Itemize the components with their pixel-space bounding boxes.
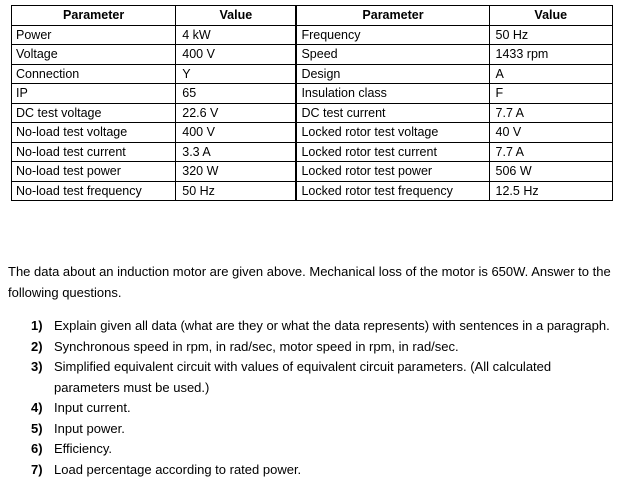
value-cell: 320 W	[176, 162, 297, 182]
header-parameter-2: Parameter	[296, 6, 489, 26]
table-header-row	[12, 6, 613, 26]
question-list	[31, 316, 616, 480]
value-cell: 65	[176, 84, 297, 104]
table-row	[12, 103, 613, 123]
value-cell: 506 W	[489, 162, 612, 182]
question-number: 7)	[31, 461, 43, 477]
value-cell: 400 V	[176, 123, 297, 143]
table-row	[12, 142, 613, 162]
question-text: Synchronous speed in rpm, in rad/sec, motor speed in rpm, in rad/sec.	[54, 338, 459, 354]
question-number: 4)	[31, 400, 43, 415]
value-cell: F	[489, 84, 612, 104]
problem-description: The data about an induction motor are given above. Mechanical loss of the motor is 650W. Answer to the following questions.	[8, 264, 611, 300]
parameter-cell: Locked rotor test current	[296, 142, 489, 162]
parameter-cell: No-load test frequency	[12, 181, 176, 201]
question-text: Simplified equivalent circuit with values of equivalent circuit parameters. (All calculated parameters must be used.)	[54, 359, 552, 395]
question-text: Input power.	[54, 420, 125, 436]
question-text: Efficiency.	[54, 441, 113, 456]
value-cell: 1433 rpm	[489, 45, 612, 65]
question-item	[31, 419, 616, 440]
parameter-cell: Locked rotor test power	[296, 162, 489, 182]
question-number: 2)	[31, 338, 43, 354]
parameter-cell: No-load test voltage	[12, 123, 176, 143]
value-cell: 40 V	[489, 123, 612, 143]
value-cell: A	[489, 64, 612, 84]
parameter-cell: Power	[12, 25, 176, 45]
parameter-cell: IP	[12, 84, 176, 104]
header-value-1: Value	[176, 6, 297, 26]
value-cell: 22.6 V	[176, 103, 297, 123]
question-item	[31, 316, 616, 337]
parameter-cell: No-load test current	[12, 142, 176, 162]
parameter-cell: Connection	[12, 64, 176, 84]
parameter-cell: Frequency	[296, 25, 489, 45]
parameter-cell: Locked rotor test frequency	[296, 181, 489, 201]
question-item	[31, 439, 616, 460]
value-cell: 7.7 A	[489, 142, 612, 162]
question-text: Input current.	[54, 400, 131, 415]
table-row	[12, 181, 613, 201]
question-number: 1)	[31, 318, 43, 333]
parameter-cell: Speed	[296, 45, 489, 65]
table-row	[12, 45, 613, 65]
header-parameter-1: Parameter	[12, 6, 176, 26]
parameter-cell: Insulation class	[296, 84, 489, 104]
value-cell: 7.7 A	[489, 103, 612, 123]
header-value-2: Value	[489, 6, 612, 26]
value-cell: 4 kW	[176, 25, 297, 45]
parameter-cell: Locked rotor test voltage	[296, 123, 489, 143]
value-cell: 400 V	[176, 45, 297, 65]
question-item	[31, 357, 616, 398]
table-row	[12, 25, 613, 45]
question-text: Explain given all data (what are they or what the data represents) with sentences in a paragraph.	[54, 318, 610, 333]
table-row	[12, 64, 613, 84]
question-item	[31, 460, 616, 481]
question-number: 6)	[31, 441, 43, 456]
question-number: 3)	[31, 359, 43, 374]
table-row	[12, 123, 613, 143]
question-item	[31, 398, 616, 419]
motor-data-table	[11, 5, 613, 201]
value-cell: 50 Hz	[176, 181, 297, 201]
parameter-cell: DC test current	[296, 103, 489, 123]
table-row	[12, 84, 613, 104]
value-cell: Y	[176, 64, 297, 84]
parameter-cell: No-load test power	[12, 162, 176, 182]
parameter-cell: Design	[296, 64, 489, 84]
question-text: Load percentage according to rated power.	[54, 461, 302, 477]
value-cell: 3.3 A	[176, 142, 297, 162]
value-cell: 50 Hz	[489, 25, 612, 45]
table-row	[12, 162, 613, 182]
question-number: 5)	[31, 420, 43, 436]
question-item	[31, 337, 616, 358]
parameter-cell: Voltage	[12, 45, 176, 65]
parameter-cell: DC test voltage	[12, 103, 176, 123]
value-cell: 12.5 Hz	[489, 181, 612, 201]
